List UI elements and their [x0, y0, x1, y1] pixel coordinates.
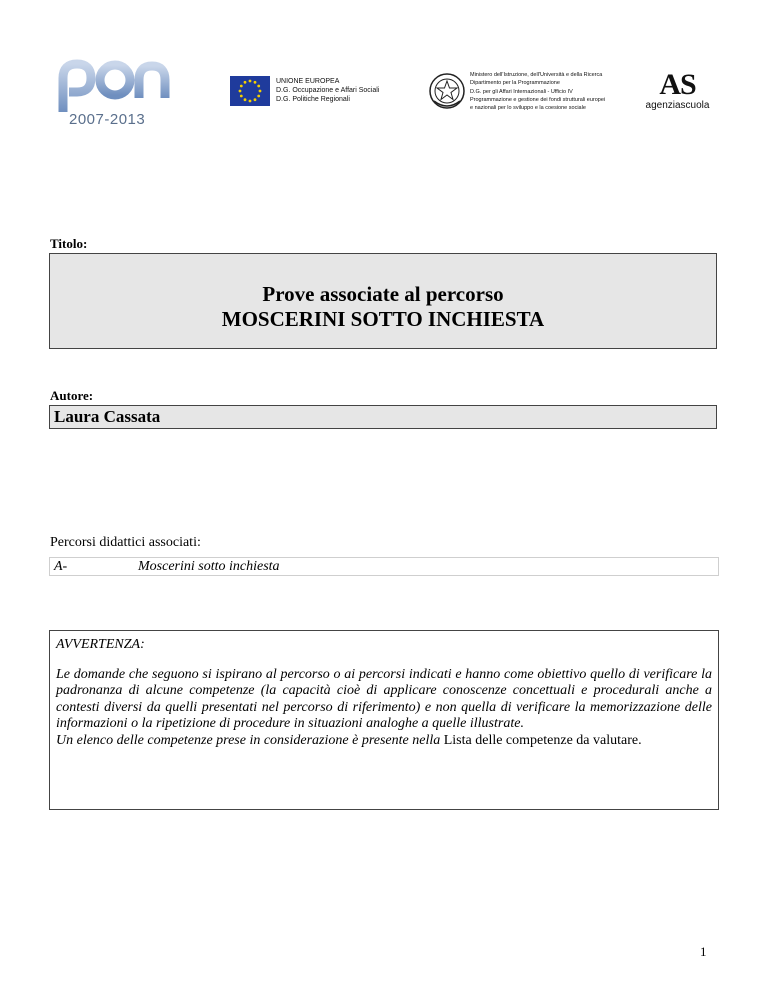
percorso-value: Moscerini sotto inchiesta: [138, 559, 280, 574]
author-label: Autore:: [50, 388, 94, 403]
ministry-text: [470, 71, 605, 112]
ministry-line: e nazionali per lo sviluppo e la coesione sociale: [470, 105, 586, 112]
ministry-line: Dipartimento per la Programmazione: [470, 80, 560, 87]
warning-box: [49, 630, 719, 810]
ministry-line: Programmazione e gestione dei fondi strutturali europei: [470, 96, 606, 103]
page-number: 1: [700, 944, 707, 959]
warning-body: Le domande che seguono si ispirano al percorso o ai percorsi indicati e hanno come obiettivo quello di verificare la padronanza di alcune competenze (la capacità cioè di applicare conoscenze concettuali e procedurali anche a contesti diversi da quelli presentati nel percorso di riferimento) e non quella di verificare la memorizzazione delle informazioni o la ripetizione di procedure in situazioni analoghe a quelle illustrate.: [56, 666, 712, 731]
pon-logo: [55, 58, 175, 134]
eu-logo: [230, 76, 430, 110]
eu-line: UNIONE EUROPEA: [276, 78, 340, 85]
eu-text: [276, 77, 379, 104]
pon-logo-icon: [55, 58, 175, 114]
header-logos: [55, 58, 715, 138]
author-name: Laura Cassata: [49, 405, 717, 429]
warning-title: AVVERTENZA:: [56, 637, 145, 652]
title-box: [49, 253, 717, 349]
competence-list-reference: Lista delle competenze da valutare.: [443, 732, 642, 748]
percorso-key: A-: [54, 559, 68, 574]
ministry-line: D.G. per gli Affari Internazionali - Ufficio IV: [470, 88, 573, 95]
eu-flag-icon: [230, 76, 270, 106]
pon-year: 2007-2013: [69, 111, 146, 128]
ministry-line: Ministero dell'Istruzione, dell'Università e della Ricerca: [470, 72, 603, 78]
page-title: Prove associate al percorso: [262, 282, 504, 306]
italian-emblem-icon: [428, 71, 466, 111]
percorsi-label: Percorsi didattici associati:: [50, 535, 201, 550]
ministry-logo: [428, 71, 628, 117]
title-label: Titolo:: [50, 236, 88, 251]
percorso-row: [49, 557, 719, 576]
eu-line: D.G. Occupazione e Affari Sociali: [276, 87, 380, 94]
as-mark: AS: [659, 68, 696, 101]
agenziascuola-logo: [640, 70, 715, 118]
warning-last-line: [56, 733, 712, 750]
warning-last-italic: Un elenco delle competenze prese in considerazione è presente nella: [56, 732, 444, 748]
eu-line: D.G. Politiche Regionali: [276, 96, 350, 103]
as-name: agenziascuola: [645, 100, 710, 111]
page-subtitle: MOSCERINI SOTTO INCHIESTA: [221, 307, 545, 331]
